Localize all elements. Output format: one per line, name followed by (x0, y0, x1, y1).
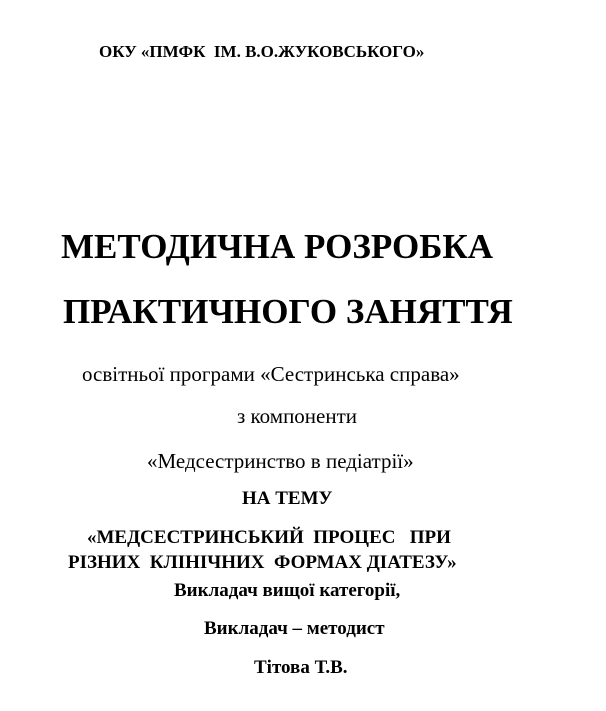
topic-line-2: РІЗНИХ КЛІНІЧНИХ ФОРМАХ ДІАТЕЗУ» (68, 552, 457, 573)
topic-line-1: «МЕДСЕСТРИНСЬКИЙ ПРОЦЕС ПРИ (87, 527, 451, 548)
component-label: з компоненти (237, 404, 358, 428)
topic-label: НА ТЕМУ (242, 488, 333, 509)
document-title-line-2: ПРАКТИЧНОГО ЗАНЯТТЯ (63, 292, 513, 331)
teacher-role: Викладач – методист (204, 618, 385, 639)
discipline-name: «Медсестринство в педіатрії» (147, 449, 414, 473)
document-title-line-1: МЕТОДИЧНА РОЗРОБКА (61, 227, 494, 266)
teacher-category: Викладач вищої категорії, (174, 580, 401, 601)
program-text: освітньої програми «Сестринська справа» (82, 362, 460, 386)
teacher-name: Тітова Т.В. (254, 657, 348, 678)
institution-name: ОКУ «ПМФК ІМ. В.О.ЖУКОВСЬКОГО» (99, 42, 425, 61)
